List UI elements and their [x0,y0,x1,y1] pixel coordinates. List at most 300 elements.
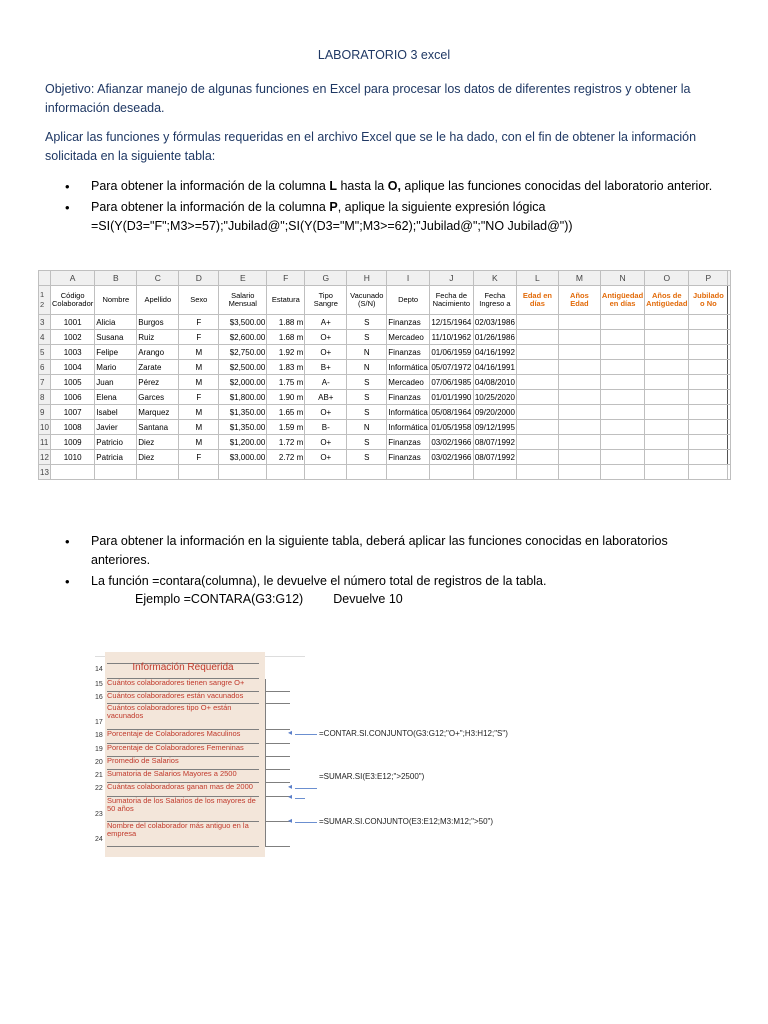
info-answer-cell[interactable] [265,728,293,744]
page-title: LABORATORIO 3 excel [317,48,451,62]
col-letter-C[interactable]: C [137,271,179,286]
empty-cell[interactable] [728,405,731,420]
table-cell[interactable]: $2,500.00 [219,360,267,375]
empty-cell[interactable] [600,420,644,435]
table-cell[interactable]: 07/06/1985 [429,375,473,390]
empty-cell[interactable] [600,390,644,405]
table-cell[interactable]: Ruiz [137,330,179,345]
table-cell[interactable]: $2,000.00 [219,375,267,390]
row-number[interactable]: 11 [39,435,51,450]
table-cell[interactable]: 1008 [51,420,95,435]
table-cell[interactable]: Finanzas [387,450,430,465]
col-letter-J[interactable]: J [429,271,473,286]
table-cell[interactable]: 1002 [51,330,95,345]
table-cell[interactable]: 03/02/1966 [429,435,473,450]
info-answer-cell[interactable] [265,704,290,730]
col-letter-H[interactable]: H [347,271,387,286]
empty-cell[interactable] [689,390,728,405]
empty-cell[interactable] [558,465,600,480]
table-cell[interactable]: A- [305,375,347,390]
bullet-columns-l-o: • Para obtener la información de la columna L hasta la O, aplique las funciones conocidas del laboratorio anterior. [65,177,715,196]
table-cell[interactable]: $3,000.00 [219,450,267,465]
table-cell[interactable]: F [179,450,219,465]
header-cell[interactable]: Vacunado (S/N) [347,286,387,315]
table-cell[interactable]: 1.90 m [267,390,305,405]
empty-cell[interactable] [516,315,558,330]
table-cell[interactable]: 1.72 m [267,435,305,450]
info-item[interactable]: Promedio de Salarios [107,757,259,770]
header-cell[interactable]: Tipo Sangre [305,286,347,315]
table-cell[interactable]: 1.88 m [267,315,305,330]
table-cell[interactable]: Patricia [95,450,137,465]
table-cell[interactable]: Informática [387,420,430,435]
info-row-label: 21 [95,772,103,779]
empty-cell[interactable] [516,405,558,420]
table-cell[interactable]: N [347,420,387,435]
formula-contar-si-conjunto: =CONTAR.SI.CONJUNTO(G3:G12;"O+";H3:H12;"S") [319,729,508,738]
col-empty[interactable] [728,271,731,286]
table-cell[interactable]: Finanzas [387,435,430,450]
table-cell[interactable]: 1.75 m [267,375,305,390]
table-cell[interactable]: Patricio [95,435,137,450]
empty-cell[interactable] [558,330,600,345]
col-letter-K[interactable]: K [473,271,516,286]
table-cell[interactable]: S [347,435,387,450]
header-cell[interactable]: Nombre [95,286,137,315]
info-answer-cell[interactable] [265,757,290,770]
empty-cell[interactable] [600,345,644,360]
row-number[interactable]: 9 [39,405,51,420]
info-header: Información Requerida [107,663,259,679]
table-row [39,390,731,405]
table-row [39,435,731,450]
empty-cell[interactable] [728,390,731,405]
row-number[interactable]: 4 [39,330,51,345]
empty-cell[interactable] [429,465,473,480]
row-number-1-2[interactable] [39,286,51,315]
table-cell[interactable]: $2,750.00 [219,345,267,360]
instructions-list-1 [65,177,715,238]
table-cell[interactable]: M [179,360,219,375]
table-cell[interactable]: 1009 [51,435,95,450]
empty-cell[interactable] [558,420,600,435]
table-cell[interactable]: M [179,420,219,435]
arrow-1-head: ◂ [288,728,293,737]
info-answer-cell[interactable] [265,782,293,797]
table-cell[interactable]: S [347,450,387,465]
header-cell[interactable]: Salario Mensual [219,286,267,315]
header-cell[interactable]: Jubilado o No [689,286,728,315]
info-answer-cell[interactable] [265,692,290,704]
table-cell[interactable]: F [179,315,219,330]
table-cell[interactable]: $1,800.00 [219,390,267,405]
table-cell[interactable]: F [179,390,219,405]
table-cell[interactable]: 01/05/1958 [429,420,473,435]
table-cell[interactable]: Finanzas [387,345,430,360]
empty-cell[interactable] [728,375,731,390]
table-cell[interactable]: Susana [95,330,137,345]
empty-cell[interactable] [728,420,731,435]
row-number[interactable]: 8 [39,390,51,405]
empty-cell[interactable] [645,450,689,465]
table-cell[interactable]: Juan [95,375,137,390]
header-cell[interactable]: Código Colaborador [51,286,95,315]
empty-cell[interactable] [728,360,731,375]
header-cell[interactable]: Años de Antigüedad [645,286,689,315]
empty-cell[interactable] [645,420,689,435]
table-cell[interactable]: Informática [387,360,430,375]
table-cell[interactable]: A+ [305,315,347,330]
col-letter-M[interactable]: M [558,271,600,286]
row-number[interactable]: 3 [39,315,51,330]
empty-cell[interactable] [516,330,558,345]
table-cell[interactable]: 1010 [51,450,95,465]
table-cell[interactable]: N [347,345,387,360]
table-cell[interactable]: Santana [137,420,179,435]
empty-cell[interactable] [558,390,600,405]
table-cell[interactable]: 1007 [51,405,95,420]
empty-cell[interactable] [689,405,728,420]
empty-cell[interactable] [689,435,728,450]
table-cell[interactable]: O+ [305,450,347,465]
table-cell[interactable]: Finanzas [387,390,430,405]
header-cell[interactable]: Estatura [267,286,305,315]
table-cell[interactable]: Diez [137,435,179,450]
table-cell[interactable]: Informática [387,405,430,420]
table-cell[interactable]: N [347,360,387,375]
info-answer-cell[interactable] [265,822,290,847]
table-cell[interactable]: 1.83 m [267,360,305,375]
table-cell[interactable]: 1.68 m [267,330,305,345]
empty-cell[interactable] [689,375,728,390]
info-row-label: 18 [95,732,103,739]
bullet-contara: • La función =contara(columna), le devuelve el número total de registros de la tabla. [65,572,715,591]
table-cell[interactable]: 09/20/2000 [473,405,516,420]
table-cell[interactable]: 12/15/1964 [429,315,473,330]
table-cell[interactable]: Elena [95,390,137,405]
row-number: 1 [40,290,45,299]
table-cell[interactable]: 11/10/1962 [429,330,473,345]
arrow-4 [295,822,317,823]
table-cell[interactable]: Felipe [95,345,137,360]
empty-cell[interactable] [645,315,689,330]
row-number[interactable]: 12 [39,450,51,465]
table-cell[interactable]: M [179,345,219,360]
table-cell[interactable]: Isabel [95,405,137,420]
row-number[interactable]: 13 [39,465,51,480]
empty-cell[interactable] [558,345,600,360]
table-cell[interactable]: B+ [305,360,347,375]
table-cell[interactable]: 01/01/1990 [429,390,473,405]
empty-cell[interactable] [645,330,689,345]
empty-cell[interactable] [473,465,516,480]
empty-cell[interactable] [516,465,558,480]
empty-cell[interactable] [347,465,387,480]
header-cell[interactable]: Fecha Ingreso a [473,286,516,315]
col-letter-N[interactable]: N [600,271,644,286]
col-letter-L[interactable]: L [516,271,558,286]
empty-cell[interactable] [558,450,600,465]
header-cell[interactable]: Años Edad [558,286,600,315]
empty-cell[interactable] [645,375,689,390]
info-item[interactable]: Cuántas colaboradoras ganan mas de 2000 [107,783,259,797]
empty-cell[interactable] [600,360,644,375]
table-cell[interactable]: 08/07/1992 [473,435,516,450]
info-row-label: 14 [95,666,103,673]
table-cell[interactable]: O+ [305,405,347,420]
empty-cell[interactable] [728,286,731,315]
col-letter-P[interactable]: P [689,271,728,286]
info-row-label: 19 [95,746,103,753]
col-letter-O[interactable]: O [645,271,689,286]
header-cell[interactable]: Depto [387,286,430,315]
col-letter-A[interactable]: A [51,271,95,286]
table-cell[interactable]: 04/16/1991 [473,360,516,375]
col-letter-I[interactable]: I [387,271,430,286]
table-cell[interactable]: 1.65 m [267,405,305,420]
info-answer-cell[interactable] [265,797,290,822]
table-cell[interactable]: O+ [305,330,347,345]
empty-cell[interactable] [516,435,558,450]
table-cell[interactable]: $2,600.00 [219,330,267,345]
empty-cell[interactable] [600,450,644,465]
empty-cell[interactable] [600,375,644,390]
instructions-list-2 [65,532,715,593]
table-cell[interactable]: B- [305,420,347,435]
table-cell[interactable]: Burgos [137,315,179,330]
row-number[interactable]: 5 [39,345,51,360]
empty-cell[interactable] [600,465,644,480]
table-cell[interactable]: 03/02/1966 [429,450,473,465]
table-cell[interactable]: Mario [95,360,137,375]
table-cell[interactable]: 01/26/1986 [473,330,516,345]
table-cell[interactable]: Finanzas [387,315,430,330]
empty-cell[interactable] [267,465,305,480]
table-cell[interactable]: 1003 [51,345,95,360]
empty-cell[interactable] [728,450,731,465]
empty-cell[interactable] [516,420,558,435]
example-line: Ejemplo =CONTARA(G3:G12) Devuelve 10 [135,592,403,606]
header-cell[interactable]: Fecha de Nacimiento [429,286,473,315]
table-cell[interactable]: 10/25/2020 [473,390,516,405]
empty-cell[interactable] [516,390,558,405]
empty-cell[interactable] [728,330,731,345]
row-number[interactable]: 10 [39,420,51,435]
table-cell[interactable]: S [347,330,387,345]
table-row [39,450,731,465]
table-cell[interactable]: Mercadeo [387,375,430,390]
header-cell[interactable]: Apellido [137,286,179,315]
table-row [39,465,731,480]
empty-cell[interactable] [645,345,689,360]
empty-cell[interactable] [689,465,728,480]
arrow-2 [295,788,317,789]
empty-cell[interactable] [728,315,731,330]
empty-cell[interactable] [558,405,600,420]
empty-cell[interactable] [728,345,731,360]
empty-cell[interactable] [516,450,558,465]
empty-cell[interactable] [516,345,558,360]
info-row-label: 20 [95,759,103,766]
info-answer-cell[interactable] [265,770,290,783]
empty-cell[interactable] [689,450,728,465]
empty-cell[interactable] [645,465,689,480]
table-cell[interactable]: S [347,315,387,330]
info-item[interactable]: Cuántos colaboradores tipo O+ están vacunados [107,704,259,730]
empty-cell[interactable] [689,330,728,345]
info-row-label: 23 [95,811,103,818]
empty-cell[interactable] [137,465,179,480]
table-cell[interactable]: O+ [305,345,347,360]
info-item[interactable]: Cuántos colaboradores tienen sangre O+ [107,679,259,692]
table-cell[interactable]: S [347,375,387,390]
info-row-label: 22 [95,785,103,792]
table-cell[interactable]: O+ [305,435,347,450]
empty-cell[interactable] [645,435,689,450]
table-cell[interactable]: 08/07/1992 [473,450,516,465]
logic-formula: =SI(Y(D3="F";M3>=57);"Jubilad@";SI(Y(D3="M";M3>=62);"Jubilad@";"NO Jubilad@")) [91,219,573,233]
table-row [39,405,731,420]
table-row [39,360,731,375]
table-cell[interactable]: S [347,405,387,420]
arrow-3-head: ◂ [288,792,293,801]
info-item[interactable]: Nombre del colaborador más antiguo en la empresa [107,822,259,847]
info-item[interactable]: Sumatoria de los Salarios de los mayores de 50 años [107,797,259,822]
info-row-label: 16 [95,694,103,701]
empty-cell[interactable] [689,315,728,330]
col-letter-E[interactable]: E [219,271,267,286]
arrow-4-head: ◂ [288,816,293,825]
table-cell[interactable]: 04/16/1992 [473,345,516,360]
table-cell[interactable]: S [347,390,387,405]
header-cell[interactable]: Edad en días [516,286,558,315]
empty-cell[interactable] [689,420,728,435]
empty-cell[interactable] [387,465,430,480]
empty-cell[interactable] [558,375,600,390]
col-letter-B[interactable]: B [95,271,137,286]
table-cell[interactable]: 1005 [51,375,95,390]
objective-text: Objetivo: Afianzar manejo de algunas funciones en Excel para procesar los datos de diferentes registros y obtener la información deseada. [45,82,691,115]
table-cell[interactable]: $3,500.00 [219,315,267,330]
table-cell[interactable]: F [179,330,219,345]
empty-cell[interactable] [600,405,644,420]
table-row [39,330,731,345]
info-answer-cell[interactable] [265,744,290,757]
table-cell[interactable]: 04/08/2010 [473,375,516,390]
empty-cell[interactable] [689,360,728,375]
table-cell[interactable]: $1,350.00 [219,405,267,420]
empty-cell[interactable] [305,465,347,480]
formula-sumar-si-conjunto: =SUMAR.SI.CONJUNTO(E3:E12;M3:M12;">50") [319,817,494,826]
empty-cell[interactable] [645,360,689,375]
empty-cell[interactable] [558,360,600,375]
table-cell[interactable]: $1,200.00 [219,435,267,450]
table-cell[interactable]: AB+ [305,390,347,405]
table-cell[interactable]: 2.72 m [267,450,305,465]
empty-cell[interactable] [51,465,95,480]
info-row-label: 24 [95,836,103,843]
table-cell[interactable]: M [179,435,219,450]
empty-cell[interactable] [728,435,731,450]
info-answer-cell[interactable] [265,679,290,692]
column-letters-row [39,271,731,286]
table-cell[interactable]: Pérez [137,375,179,390]
table-cell[interactable]: Alicia [95,315,137,330]
empty-cell[interactable] [600,330,644,345]
table-cell[interactable]: 05/08/1964 [429,405,473,420]
empty-cell[interactable] [516,360,558,375]
table-cell[interactable]: $1,350.00 [219,420,267,435]
col-letter-D[interactable]: D [179,271,219,286]
table-cell[interactable]: Arango [137,345,179,360]
table-cell[interactable]: Mercadeo [387,330,430,345]
info-item[interactable]: Porcentaje de Colaboradores Femeninas [107,744,259,757]
table-cell[interactable]: Javier [95,420,137,435]
info-item[interactable]: Porcentaje de Colaboradores Maculinos [107,730,259,744]
col-letter-G[interactable]: G [305,271,347,286]
empty-cell[interactable] [645,405,689,420]
table-cell[interactable]: 1001 [51,315,95,330]
arrow-3 [295,798,305,799]
table-cell[interactable]: 1004 [51,360,95,375]
table-cell[interactable]: 05/07/1972 [429,360,473,375]
header-cell[interactable]: Sexo [179,286,219,315]
formula-sumar-si: =SUMAR.SI(E3:E12;">2500") [319,772,425,781]
arrow-2-head: ◂ [288,782,293,791]
table-cell[interactable]: 1.92 m [267,345,305,360]
table-cell[interactable]: Zarate [137,360,179,375]
corner-cell[interactable] [39,271,51,286]
table-row [39,315,731,330]
info-required-screenshot [95,652,508,857]
table-cell[interactable]: 09/12/1995 [473,420,516,435]
col-letter-F[interactable]: F [267,271,305,286]
empty-cell[interactable] [179,465,219,480]
row-number[interactable]: 6 [39,360,51,375]
header-row [39,286,731,315]
empty-cell[interactable] [600,435,644,450]
bullet-column-p: • Para obtener la información de la columna P, aplique la siguiente expresión lógica =SI(Y(D3="F";M3>=57);"Jubilad@";SI(Y(D3="M";M3>=62);"Jubilad@";"NO Jubilad@")) [65,198,715,236]
empty-cell[interactable] [95,465,137,480]
empty-cell[interactable] [645,390,689,405]
table-cell[interactable]: 01/06/1959 [429,345,473,360]
table-cell[interactable]: 1006 [51,390,95,405]
table-cell[interactable]: Garces [137,390,179,405]
empty-cell[interactable] [728,465,731,480]
empty-cell[interactable] [600,315,644,330]
table-row [39,345,731,360]
empty-cell[interactable] [516,375,558,390]
info-item[interactable]: Cuántos colaboradores están vacunados [107,692,259,704]
table-cell[interactable]: M [179,375,219,390]
info-row-label: 17 [95,719,103,726]
table-cell[interactable]: M [179,405,219,420]
table-row [39,375,731,390]
empty-cell[interactable] [219,465,267,480]
empty-cell[interactable] [558,315,600,330]
info-item[interactable]: Sumatoria de Salarios Mayores a 2500 [107,770,259,783]
table-cell[interactable]: 1.59 m [267,420,305,435]
row-number[interactable]: 7 [39,375,51,390]
table-cell[interactable]: Diez [137,450,179,465]
empty-cell[interactable] [558,435,600,450]
empty-cell[interactable] [689,345,728,360]
header-cell[interactable]: Antigüedad en días [600,286,644,315]
spreadsheet-screenshot [38,270,735,492]
table-cell[interactable]: Marquez [137,405,179,420]
table-cell[interactable]: 02/03/1986 [473,315,516,330]
table-row [39,420,731,435]
